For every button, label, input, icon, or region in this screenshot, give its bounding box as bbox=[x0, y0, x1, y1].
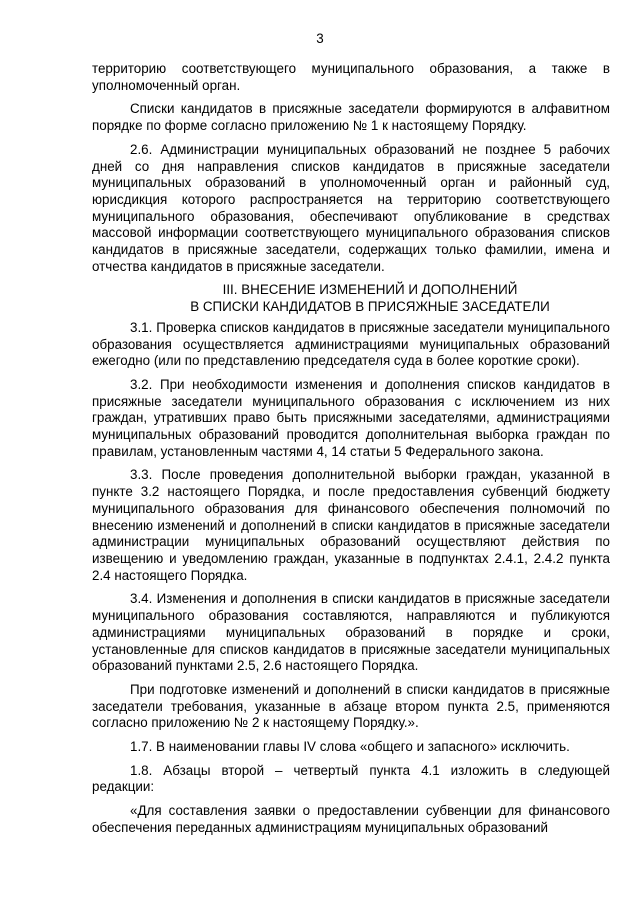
paragraph-1-7: 1.7. В наименовании главы IV слова «общего и запасного» исключить. bbox=[130, 739, 570, 755]
section-heading-line-2: В СПИСКИ КАНДИДАТОВ В ПРИСЯЖНЫЕ ЗАСЕДАТЕЛИ bbox=[190, 299, 550, 315]
document-body bbox=[92, 61, 610, 837]
paragraph-1-8: 1.8. Абзацы второй – четвертый пункта 4.1 изложить в следующей редакции: bbox=[92, 762, 610, 795]
paragraph-alphabetical-order: Списки кандидатов в присяжные заседатели формируются в алфавитном порядке по форме согласно приложению № 1 к настоящему Порядку. bbox=[92, 101, 610, 134]
paragraph-3-3: 3.3. После проведения дополнительной выборки граждан, указанной в пункте 3.2 настоящего Порядка, и после предоставления субвенций бюджету муниципального образования для финансового обеспечения полномочий по внесению изменений и дополнений в списки кандидатов в присяжные заседатели администрации муниципальных образований осуществляют действия по извещению и уведомлению граждан, указанные в подпунктах 2.4.1, 2.4.2 пункта 2.4 настоящего Порядка. bbox=[92, 467, 610, 583]
section-heading-line-1: III. ВНЕСЕНИЕ ИЗМЕНЕНИЙ И ДОПОЛНЕНИЙ bbox=[222, 282, 518, 298]
paragraph-3-1: 3.1. Проверка списков кандидатов в присяжные заседатели муниципального образования осуществляется администрациями муниципальных образований ежегодно (или по представлению председателя суда в более короткие сроки). bbox=[92, 319, 610, 369]
section-heading bbox=[92, 282, 610, 315]
paragraph-2-6: 2.6. Администрации муниципальных образований не позднее 5 рабочих дней со дня направления списков кандидатов в присяжные заседатели муниципальных образований в уполномоченный орган и районный суд, юрисдикция которого распространяется на территорию соответствующего муниципального образования, обеспечивают опубликование в средствах массовой информации соответствующего муниципального образования списков кандидатов в присяжные заседатели, содержащих только фамилии, имена и отчества кандидатов в присяжные заседатели. bbox=[92, 141, 610, 274]
page-number: 3 bbox=[316, 31, 324, 46]
paragraph-3-2: 3.2. При необходимости изменения и дополнения списков кандидатов в присяжные заседатели муниципального образования с исключением из них граждан, утративших право быть присяжными заседателями, администрациями муниципальных образований проводится дополнительная выборка граждан по правилам, установленным частями 4, 14 статьи 5 Федерального закона. bbox=[92, 376, 610, 459]
paragraph-3-4: 3.4. Изменения и дополнения в списки кандидатов в присяжные заседатели муниципального образования составляются, направляются и публикуются администрациями муниципальных образований в порядке и сроки, установленные для списков кандидатов в присяжные заседатели муниципальных образований пунктами 2.5, 2.6 настоящего Порядка. bbox=[92, 591, 610, 674]
paragraph-requirements: При подготовке изменений и дополнений в списки кандидатов в присяжные заседатели требования, указанные в абзаце втором пункта 2.5, применяются согласно приложению № 2 к настоящему Порядку.». bbox=[92, 681, 610, 731]
paragraph-territory: территорию соответствующего муниципального образования, а также в уполномоченный орган. bbox=[92, 61, 610, 93]
paragraph-quote-start: «Для составления заявки о предоставлении субвенции для финансового обеспечения переданных администрациям муниципальных образований bbox=[92, 803, 610, 835]
